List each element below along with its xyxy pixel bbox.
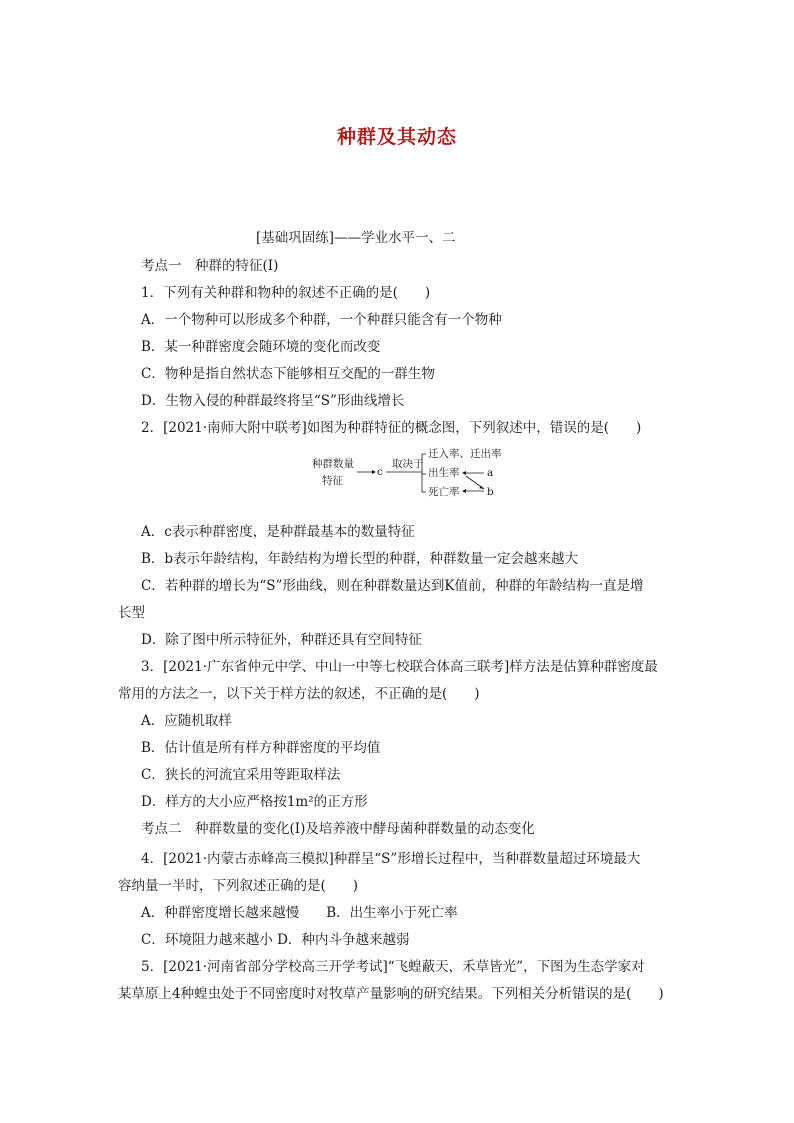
question-1-option-c: C．物种是指自然状态下能够相互交配的一群生物: [141, 366, 435, 382]
arrowhead-c: [372, 470, 376, 474]
page-title: 种群及其动态: [336, 126, 457, 148]
question-3-option-d: D．样方的大小应严格按1m²的正方形: [141, 794, 368, 810]
question-3-option-a: A．应随机取样: [141, 713, 232, 729]
diagram-left-line2: 特征: [322, 475, 343, 487]
diagram-determine-label: 取决于: [392, 458, 424, 470]
diagram-item-3: 死亡率: [428, 486, 460, 498]
question-2-option-d: D．除了图中所示特征外，种群还具有空间特征: [141, 632, 422, 648]
section-header: [基础巩固练]——学业水平一、二: [256, 230, 456, 246]
kaodian-2-heading: 考点二 种群数量的变化(Ⅰ)及培养液中酵母菌种群数量的动态变化: [141, 821, 535, 837]
arrowhead-a-birth: [462, 471, 466, 475]
question-1-stem: 1．下列有关种群和物种的叙述不正确的是( ): [141, 285, 431, 301]
kaodian-1-heading: 考点一 种群的特征(Ⅰ): [141, 258, 279, 274]
question-3-stem-cont: 常用的方法之一，以下关于样方法的叙述，不正确的是( ): [118, 686, 480, 702]
question-3-option-c: C．狭长的河流宜采用等距取样法: [141, 767, 341, 783]
question-1-option-b: B．某一种群密度会随环境的变化而改变: [141, 339, 381, 355]
question-5-stem: 5．[2021·河南省部分学校高三开学考试]“飞蝗蔽天，禾草皆光”，下图为生态学家对: [141, 959, 645, 975]
question-4-options-row2: C．环境阻力越来越小 D．种内斗争越来越弱: [141, 932, 410, 948]
question-2-option-b: B．b表示年龄结构，年龄结构为增长型的种群，种群数量一定会越来越大: [141, 551, 579, 567]
diagram-c-label: c: [377, 466, 383, 478]
question-5-stem-cont: 某草原上4种蝗虫处于不同密度时对牧草产量影响的研究结果。下列相关分析错误的是( ): [118, 986, 664, 1002]
population-feature-diagram: [310, 446, 510, 502]
diagram-item-1: 迁入率、迁出率: [428, 448, 502, 460]
diagram-left-line1: 种群数量: [312, 458, 354, 470]
question-4-stem-cont: 容纳量一半时，下列叙述正确的是( ): [118, 878, 359, 894]
question-2-stem: 2．[2021·南师大附中联考]如图为种群特征的概念图，下列叙述中，错误的是( ): [141, 420, 642, 436]
question-2-option-a: A．c表示种群密度，是种群最基本的数量特征: [141, 524, 415, 540]
diagram-a-label: a: [487, 467, 494, 479]
question-2-option-c-cont: 长型: [118, 605, 145, 621]
question-3-option-b: B．估计值是所有样方种群密度的平均值: [141, 740, 381, 756]
arrowhead-b-death: [462, 489, 466, 493]
question-2-option-c: C．若种群的增长为“S”形曲线，则在种群数量达到K值前，种群的年龄结构一直是增: [141, 578, 644, 594]
question-3-stem: 3．[2021·广东省仲元中学、中山一中等七校联合体高三联考]样方法是估算种群密度最: [141, 659, 658, 675]
question-4-options-row1: A．种群密度增长越来越慢 B．出生率小于死亡率: [141, 905, 458, 921]
question-1-option-d: D．生物入侵的种群最终将呈“S”形曲线增长: [141, 393, 405, 409]
question-4-stem: 4．[2021·内蒙古赤峰高三模拟]种群呈“S”形增长过程中，当种群数量超过环境最大: [141, 851, 641, 867]
question-1-option-a: A．一个物种可以形成多个种群，一个种群只能含有一个物种: [141, 312, 502, 328]
diagram-b-label: b: [487, 486, 494, 498]
diagram-item-2: 出生率: [428, 467, 460, 479]
